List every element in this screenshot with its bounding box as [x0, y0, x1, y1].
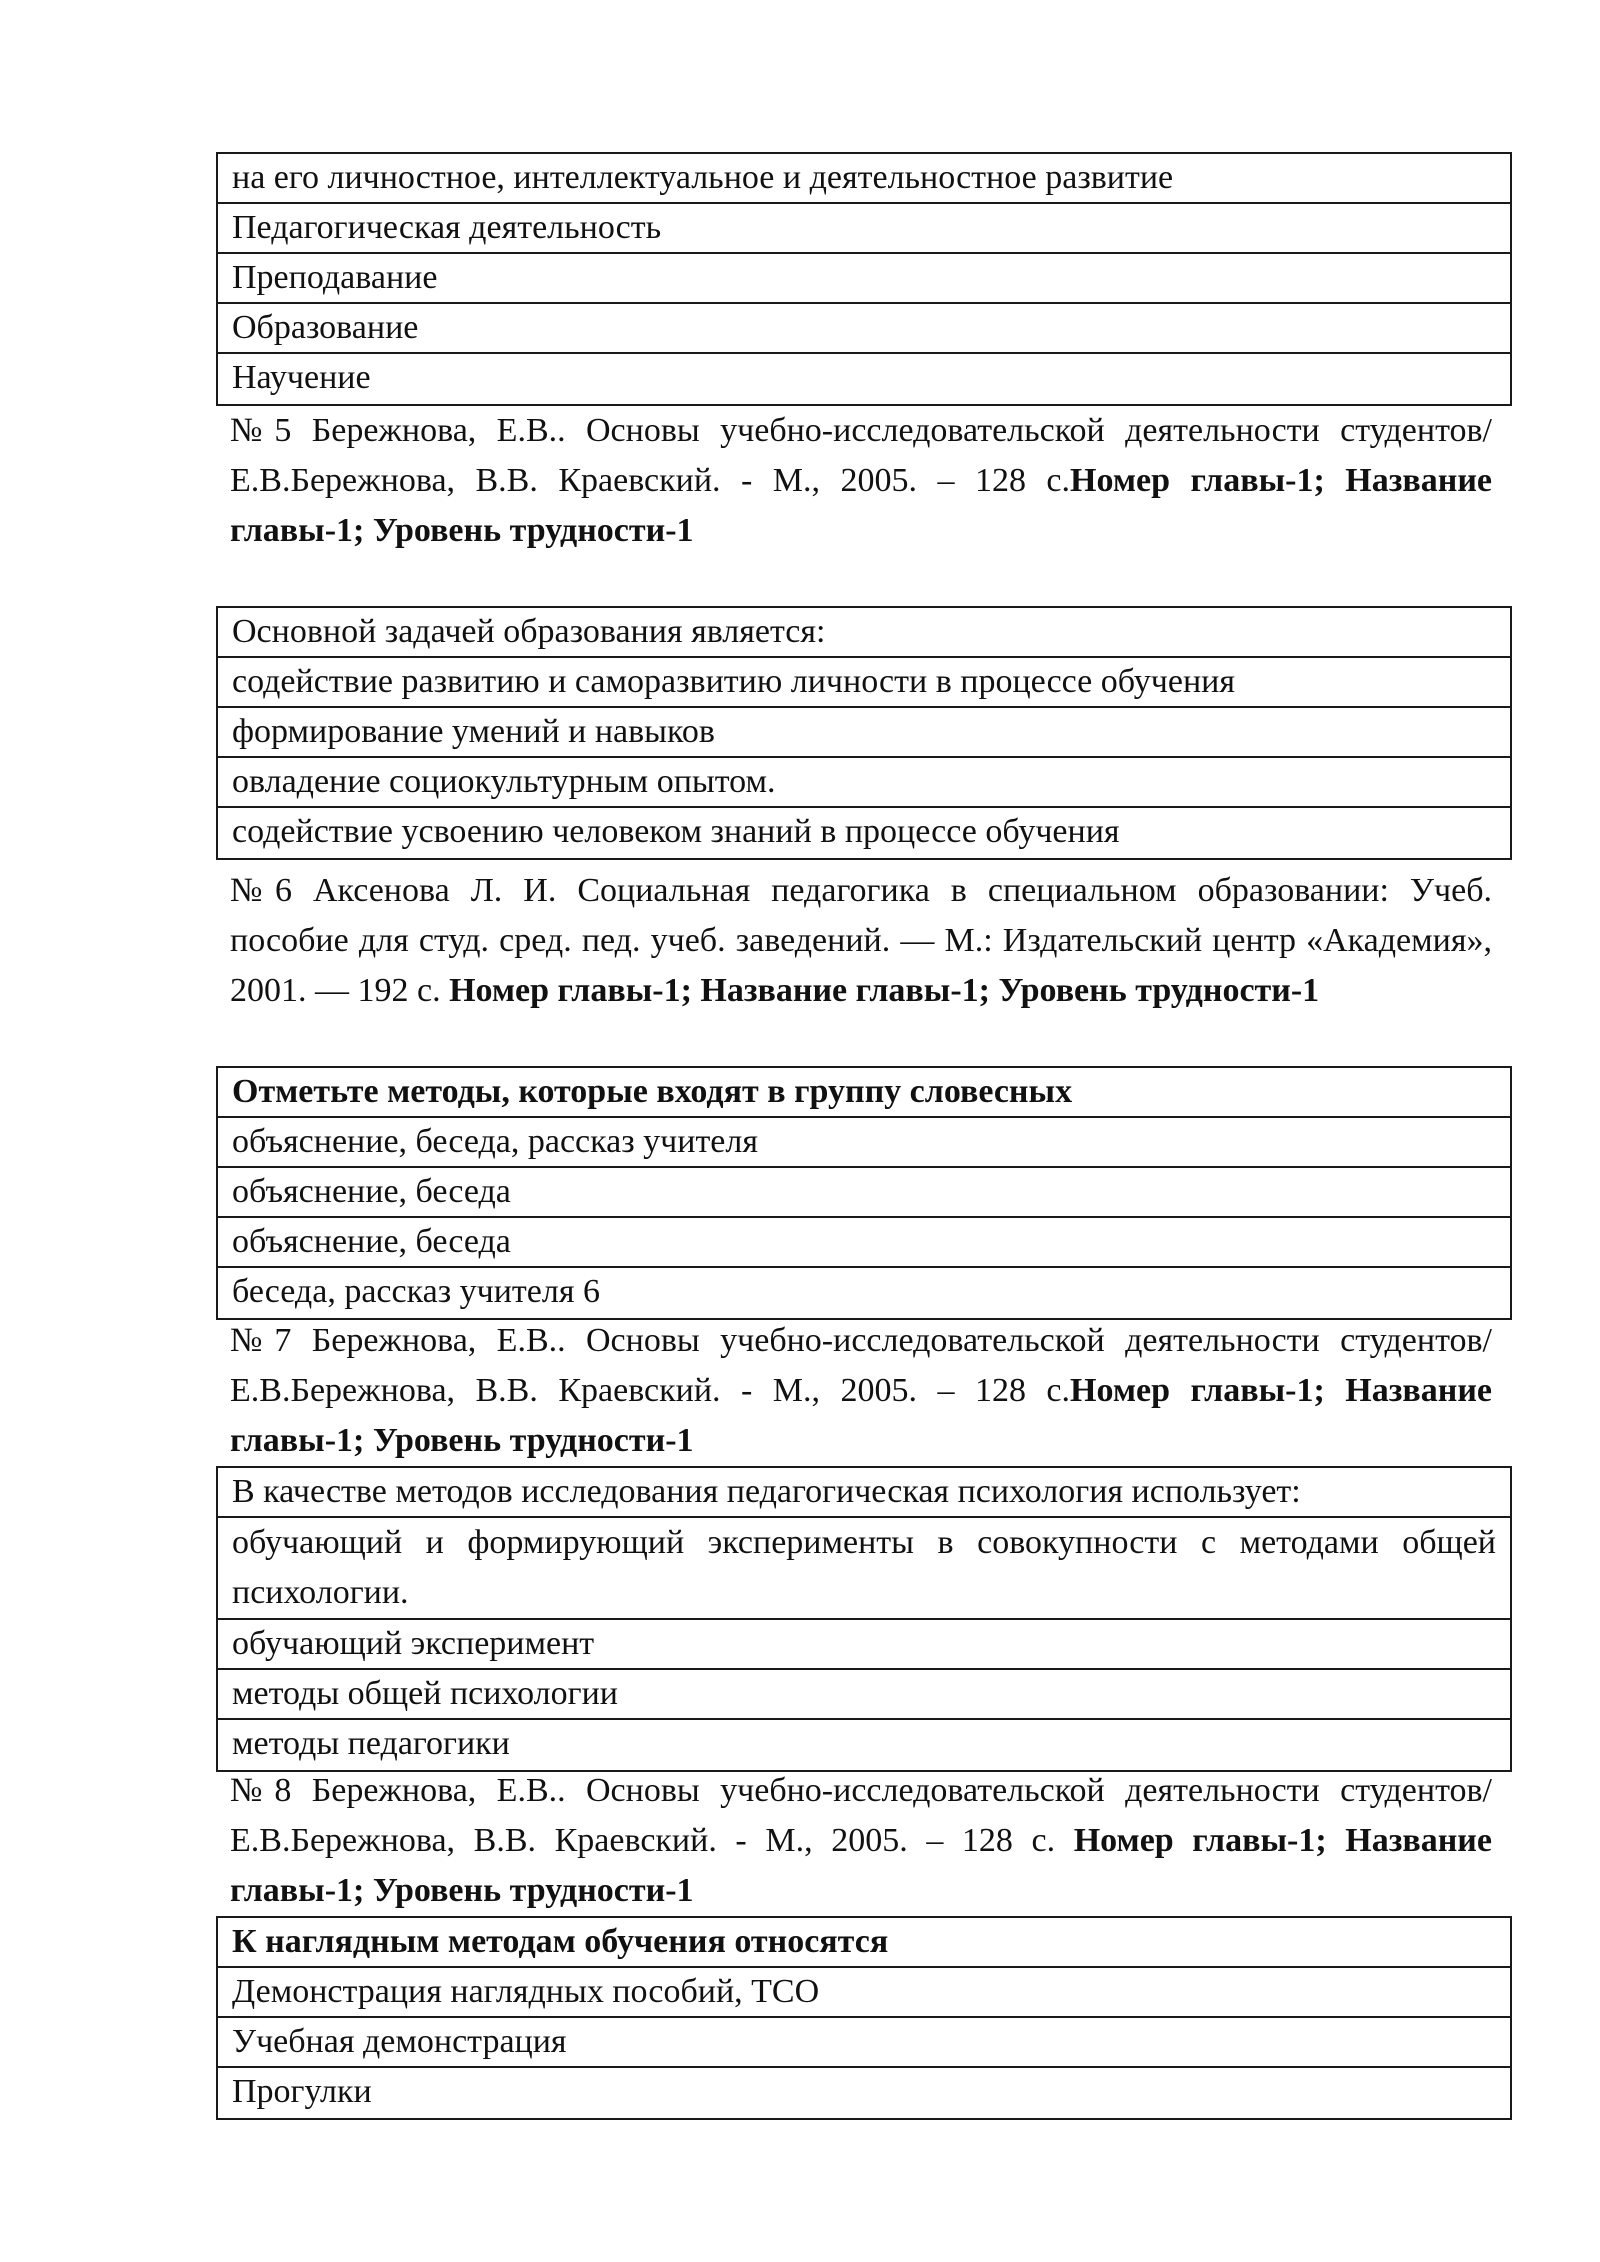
- question-text: Отметьте методы, которые входят в группу словесных: [218, 1068, 1510, 1118]
- answer-option: Демонстрация наглядных пособий, ТСО: [218, 1968, 1510, 2018]
- reference-number: №7: [230, 1322, 292, 1359]
- question-text: К наглядным методам обучения относятся: [218, 1918, 1510, 1968]
- answer-option: содействие развитию и саморазвитию личности в процессе обучения: [218, 658, 1510, 708]
- question-text: Основной задачей образования является:: [218, 608, 1510, 658]
- table-row: Образование: [218, 304, 1510, 354]
- reference-text: Бережнова, Е.В.. Основы учебно-исследовательской деятельности студентов/ Е.В.Бережнова, В.В. Краевский. - М., 2005. – 128 с.: [230, 412, 1492, 499]
- answer-option: обучающий эксперимент: [218, 1620, 1510, 1670]
- answer-option: объяснение, беседа: [218, 1218, 1510, 1268]
- reference-number: №6: [230, 872, 292, 909]
- reference-text: Аксенова Л. И. Социальная педагогика в специальном образовании: Учеб. пособие для студ. сред. пед. учеб. заведений. — М.: Издательский центр «Академия», 2001. — 192 с.: [230, 872, 1492, 1009]
- answer-option: обучающий и формирующий эксперименты в совокупности с методами общей психологии.: [218, 1518, 1510, 1620]
- reference-number: №5: [230, 412, 292, 449]
- question-text: В качестве методов исследования педагогическая психология использует:: [218, 1468, 1510, 1518]
- answer-option: формирование умений и навыков: [218, 708, 1510, 758]
- reference-7: [230, 1316, 1492, 1466]
- reference-meta: Номер главы-1; Название главы-1; Уровень трудности-1: [230, 1372, 1492, 1459]
- answer-option: методы педагогики: [232, 1725, 510, 1762]
- answer-option: методы общей психологии: [218, 1670, 1510, 1720]
- reference-8: [230, 1766, 1492, 1916]
- answer-option: содействие усвоению человеком знаний в процессе обучения: [232, 813, 1120, 850]
- table-row: на его личностное, интеллектуальное и деятельностное развитие: [218, 154, 1510, 204]
- reference-6: [230, 866, 1492, 1016]
- question-table-5: [216, 1916, 1512, 2120]
- answer-table-1: [216, 152, 1512, 406]
- reference-5: [230, 406, 1492, 556]
- table-row: Преподавание: [218, 254, 1510, 304]
- answer-option: объяснение, беседа, рассказ учителя: [218, 1118, 1510, 1168]
- reference-meta: Номер главы-1; Название главы-1; Уровень трудности-1: [230, 462, 1492, 549]
- reference-meta: Номер главы-1; Название главы-1; Уровень трудности-1: [230, 1822, 1492, 1909]
- answer-option: объяснение, беседа: [218, 1168, 1510, 1218]
- reference-text: Бережнова, Е.В.. Основы учебно-исследовательской деятельности студентов/ Е.В.Бережнова, В.В. Краевский. - М., 2005. – 128 с.: [230, 1322, 1492, 1409]
- answer-option: беседа, рассказ учителя 6: [232, 1273, 600, 1310]
- reference-number: №8: [230, 1772, 292, 1809]
- answer-option: Прогулки: [232, 2073, 372, 2110]
- question-table-2: [216, 606, 1512, 860]
- table-row: Научение: [232, 359, 371, 396]
- answer-option: Учебная демонстрация: [218, 2018, 1510, 2068]
- reference-text: Бережнова, Е.В.. Основы учебно-исследовательской деятельности студентов/ Е.В.Бережнова, В.В. Краевский. - М., 2005. – 128 с.: [230, 1772, 1492, 1859]
- reference-meta: Номер главы-1; Название главы-1; Уровень трудности-1: [449, 972, 1320, 1009]
- question-table-4: [216, 1466, 1512, 1772]
- answer-option: овладение социокультурным опытом.: [218, 758, 1510, 808]
- question-table-3: [216, 1066, 1512, 1320]
- table-row: Педагогическая деятельность: [218, 204, 1510, 254]
